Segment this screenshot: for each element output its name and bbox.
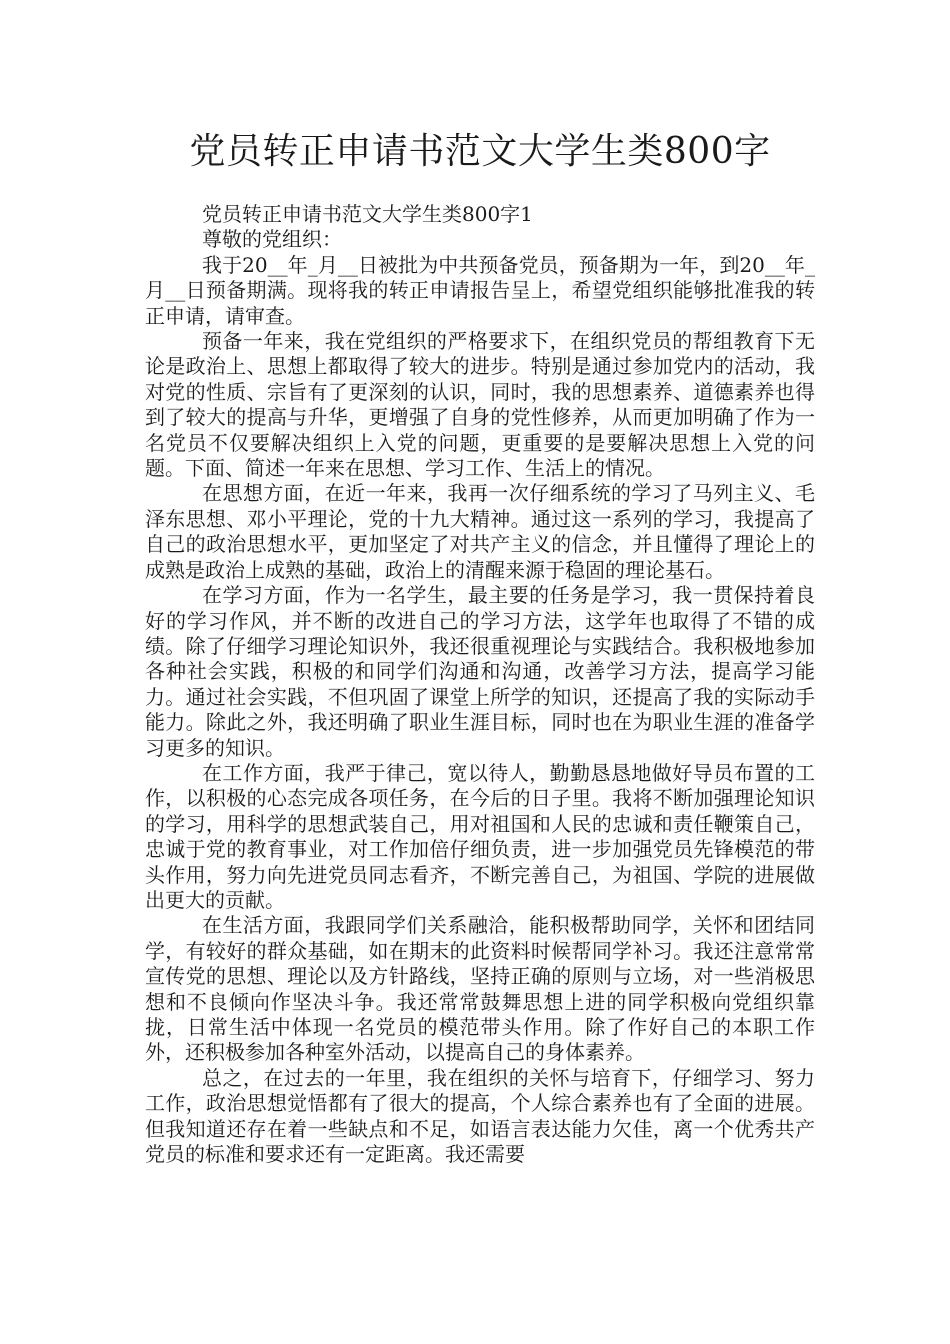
paragraph-study: 在学习方面，作为一名学生，最主要的任务是学习，我一贯保持着良好的学习作风，并不断的改进自己的学习方法，这学年也取得了不错的成绩。除了仔细学习理论知识外，我还很重视理论与实践结合。我积极地参加各种社会实践，积极的和同学们沟通和沟通，改善学习方法，提高学习能力。通过社会实践，不但巩固了课堂上所学的知识，还提高了我的实际动手能力。除此之外，我还明确了职业生涯目标，同时也在为职业生涯的准备学习更多的知识。 (145, 583, 815, 760)
salutation: 尊敬的党组织： (202, 227, 342, 252)
paragraph-life: 在生活方面，我跟同学们关系融洽，能积极帮助同学，关怀和团结同学，有较好的群众基础，如在期末的此资料时候帮同学补习。我还注意常常宣传党的思想、理论以及方针路线，坚持正确的原则与立场，对一些消极思想和不良倾向作坚决斗争。我还常常鼓舞思想上进的同学积极向党组织靠拢，日常生活中体现一名党员的模范带头作用。除了作好自己的本职工作外，还积极参加各种室外活动，以提高自己的身体素养。 (145, 913, 815, 1065)
document-page (145, 0, 815, 1167)
paragraph-work: 在工作方面，我严于律己，宽以待人，勤勤恳恳地做好导员布置的工作，以积极的心态完成各项任务，在今后的日子里。我将不断加强理论知识的学习，用科学的思想武装自己，用对祖国和人民的忠诚和责任鞭策自己，忠诚于党的教育事业，对工作加倍仔细负责，进一步加强党员先锋模范的带头作用，努力向先进党员同志看齐，不断完善自己，为祖国、学院的进展做出更大的贡献。 (145, 760, 815, 912)
paragraph-summary: 总之，在过去的一年里，我在组织的关怀与培育下，仔细学习、努力工作，政治思想觉悟都有了很大的提高，个人综合素养也有了全面的进展。但我知道还存在着一些缺点和不足，如语言表达能力欠佳，离一个优秀共产党员的标准和要求还有一定距离。我还需要 (145, 1065, 815, 1167)
paragraph-intro: 我于20__年_月__日被批为中共预备党员，预备期为一年，到20__年_月__日预备期满。现将我的转正申请报告呈上，希望党组织能够批准我的转正申请，请审查。 (145, 252, 815, 328)
document-subtitle: 党员转正申请书范文大学生类800字1 (202, 202, 533, 226)
paragraph-thought: 在思想方面，在近一年来，我再一次仔细系统的学习了马列主义、毛泽东思想、邓小平理论，党的十九大精神。通过这一系列的学习，我提高了自己的政治思想水平，更加坚定了对共产主义的信念，并且懂得了理论上的成熟是政治上成熟的基础，政治上的清醒来源于稳固的理论基石。 (145, 481, 815, 582)
document-title: 党员转正申请书范文大学生类800字 (189, 131, 771, 172)
paragraph-overview: 预备一年来，我在党组织的严格要求下，在组织党员的帮组教育下无论是政治上、思想上都取得了较大的进步。特别是通过参加党内的活动，我对党的性质、宗旨有了更深刻的认识，同时，我的思想素养、道德素养也得到了较大的提高与升华，更增强了自身的党性修养，从而更加明确了作为一名党员不仅要解决组织上入党的问题，更重要的是要解决思想上入党的问题。下面、简述一年来在思想、学习工作、生活上的情况。 (145, 329, 815, 481)
